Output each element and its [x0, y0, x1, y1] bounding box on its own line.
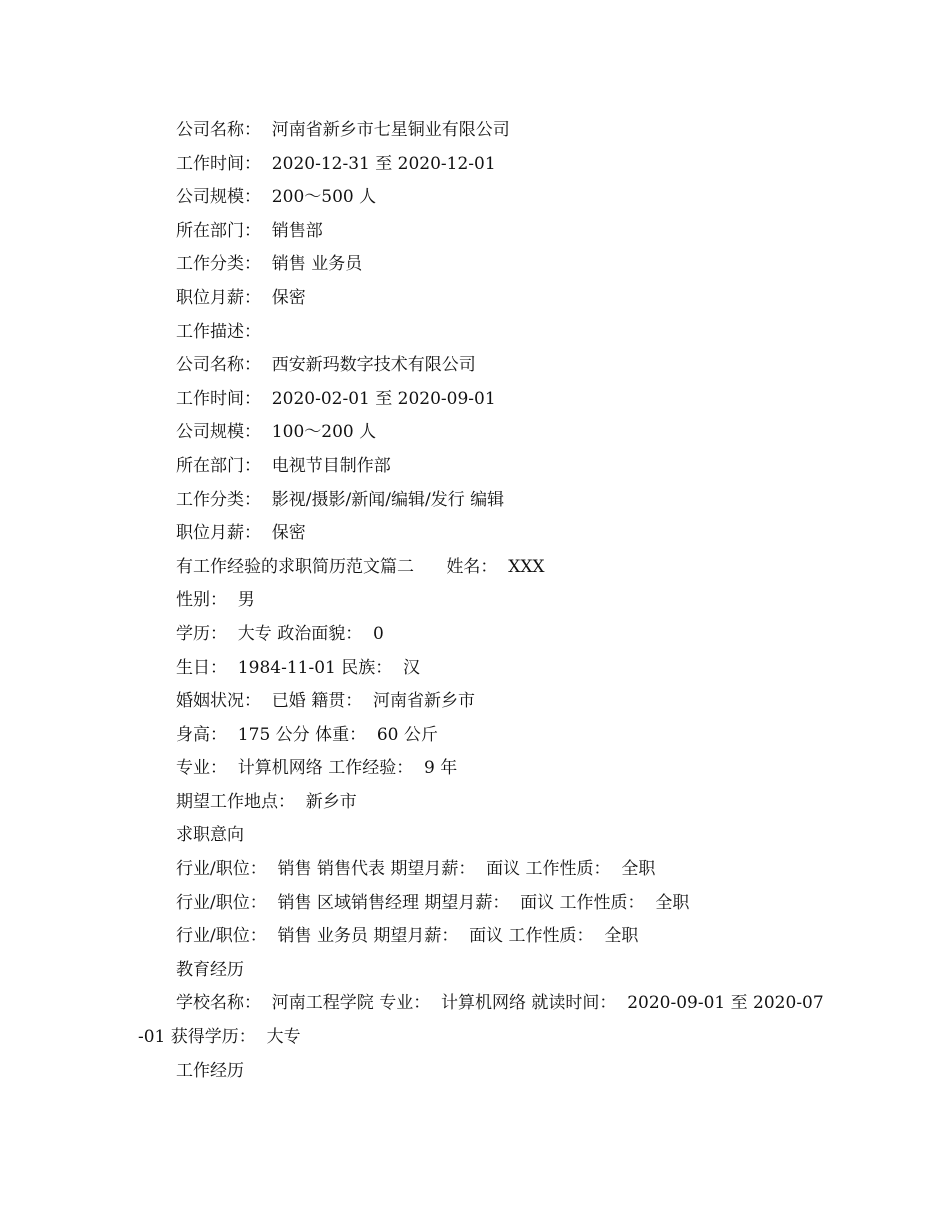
company-size-1: 公司规模： 200～500 人 [176, 187, 377, 208]
document-body [138, 114, 828, 1088]
department-1: 所在部门： 销售部 [176, 220, 323, 241]
job-category-1: 工作分类： 销售 业务员 [176, 254, 363, 275]
intention-row-3: 行业/职位： 销售 业务员 期望月薪： 面议 工作性质： 全职 [176, 926, 639, 947]
desired-location: 期望工作地点： 新乡市 [176, 791, 357, 812]
major-experience: 专业： 计算机网络 工作经验： 9 年 [176, 758, 458, 779]
intention-row-2: 行业/职位： 销售 区域销售经理 期望月薪： 面议 工作性质： 全职 [176, 892, 690, 913]
monthly-salary-1: 职位月薪： 保密 [176, 287, 306, 308]
birthday-ethnicity: 生日： 1984-11-01 民族： 汉 [176, 657, 421, 678]
company-name-2: 公司名称： 西安新玛数字技术有限公司 [176, 355, 476, 376]
company-name-1: 公司名称： 河南省新乡市七星铜业有限公司 [176, 120, 510, 140]
intention-row-1: 行业/职位： 销售 销售代表 期望月薪： 面议 工作性质： 全职 [176, 859, 656, 880]
work-period-1: 工作时间： 2020-12-31 至 2020-12-01 [176, 153, 496, 174]
job-category-2: 工作分类： 影视/摄影/新闻/编辑/发行 编辑 [176, 489, 505, 510]
department-2: 所在部门： 电视节目制作部 [176, 455, 391, 476]
work-period-2: 工作时间： 2020-02-01 至 2020-09-01 [176, 388, 496, 409]
job-description-label: 工作描述： [176, 321, 261, 342]
height-weight: 身高： 175 公分 体重： 60 公斤 [176, 724, 438, 745]
education-politics: 学历： 大专 政治面貌： 0 [176, 623, 384, 644]
gender: 性别： 男 [176, 590, 255, 611]
education-paragraph: 学校名称： 河南工程学院 专业： 计算机网络 就读时间： 2020-09-01 至 2020-07-01 获得学历： 大专 [138, 993, 824, 1048]
monthly-salary-2: 职位月薪： 保密 [176, 523, 306, 544]
resume-title-name: 有工作经验的求职简历范文篇二 姓名： XXX [176, 556, 545, 577]
company-size-2: 公司规模： 100～200 人 [176, 422, 377, 443]
work-experience-heading: 工作经历 [176, 1060, 244, 1081]
job-intention-heading: 求职意向 [176, 825, 244, 846]
education-heading: 教育经历 [176, 959, 244, 980]
marital-hometown: 婚姻状况： 已婚 籍贯： 河南省新乡市 [176, 691, 476, 712]
